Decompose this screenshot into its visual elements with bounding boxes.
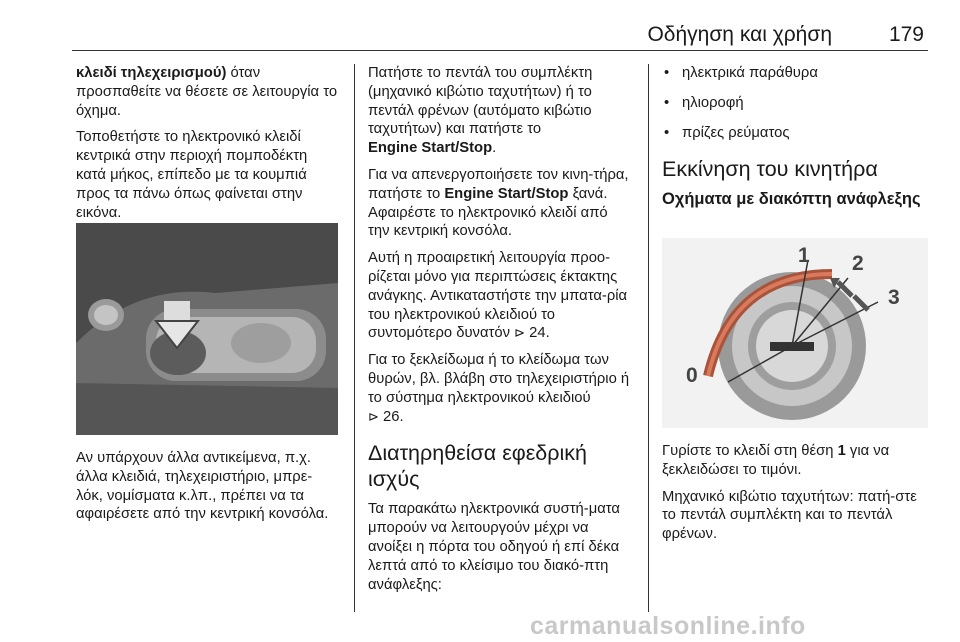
paragraph-press-pedal: Πατήστε το πεντάλ του συμπλέκτη (μηχανικό κιβώτιο ταχυτήτων) ή το πεντάλ φρένων (αυτόματο κιβώτιο ταχυτήτων) και πατήστε το Engine Start/Stop. (368, 65, 593, 157)
reference-arrow-icon: ⊳ (368, 408, 379, 424)
section-heading-engine-start: Εκκίνηση του κινητήρα (662, 157, 878, 182)
paragraph-emergency: Αυτή η προαιρετική λειτουργία προο-ρίζεται μόνο για περιπτώσεις έκτακτης ανάγκης. Αντικαταστήστε την μπατα-ρία του ηλεκτρονικού κλειδιού το συντομότερο δυνατόν ⊳ 24. (368, 250, 628, 342)
column-1 (76, 64, 338, 230)
column-3-lower (662, 442, 928, 552)
page-link-26[interactable]: 26. (383, 408, 404, 425)
list-item: • ηλιοροφή (662, 94, 928, 113)
paragraph-key-remote: κλειδί τηλεχειρισμού) όταν προσπαθείτε να θέσετε σε λειτουργία το όχημα. (76, 65, 338, 119)
page-link-24[interactable]: 24. (529, 325, 550, 342)
ignition-switch-diagram (662, 238, 928, 428)
page-header (72, 0, 928, 51)
column-1-lower (76, 449, 338, 532)
paragraph-retained-power: Τα παρακάτω ηλεκτρονικά συστή-ματα μπορούν να λειτουργούν μέχρι να ανοίξει η πόρτα του οδηγού ή επί δέκα λεπτά από το κλείσιμο του διακό-πτη ανάφλεξης: (368, 501, 620, 593)
list-item: • πρίζες ρεύματος (662, 124, 928, 143)
paragraph-place-key: Τοποθετήστε το ηλεκτρονικό κλειδί κεντρικά στην περιοχή πομποδέκτη κατά μήκος, επίπεδο με τα κουμπιά προς τα πάνω όπως φαίνεται στην εικόνα. (76, 129, 308, 221)
column-2 (368, 64, 632, 602)
page-title: Οδήγηση και χρήση (647, 23, 832, 46)
position-label-2: 2 (852, 252, 864, 275)
reference-arrow-icon: ⊳ (514, 325, 526, 341)
subheading-ignition-switch: Οχήματα με διακόπτη ανάφλεξης (662, 190, 921, 209)
position-label-0: 0 (686, 364, 698, 387)
page-number: 179 (888, 23, 924, 46)
paragraph-switch-off: Για να απενεργοποιήσετε τον κινη-τήρα, πατήστε το Engine Start/Stop ξανά. Αφαιρέστε το ηλεκτρονικό κλειδί από την κεντρική κονσόλα. (368, 166, 629, 240)
paragraph-turn-key: Γυρίστε το κλειδί στη θέση 1 για να ξεκλειδώσει το τιμόνι. (662, 443, 890, 478)
list-item: • ηλεκτρικά παράθυρα (662, 64, 928, 83)
console-image (76, 223, 338, 435)
column-divider-2 (648, 64, 649, 612)
console-photo (76, 223, 338, 435)
column-divider-1 (354, 64, 355, 612)
paragraph-manual-gearbox: Μηχανικό κιβώτιο ταχυτήτων: πατή-στε το πεντάλ συμπλέκτη και το πεντάλ φρένων. (662, 488, 917, 543)
position-label-3: 3 (888, 286, 900, 309)
paragraph-other-objects: Αν υπάρχουν άλλα αντικείμενα, π.χ. άλλα κλειδιά, τηλεχειριστήριο, μπρε-λόκ, νομίσματα κ.λπ., πρέπει να τα αφαιρέσετε από την κεντρική κονσόλα. (76, 450, 329, 523)
bullet-list (662, 64, 928, 142)
paragraph-unlock-doors: Για το ξεκλείδωμα ή το κλείδωμα των θυρών, βλ. βλάβη στο τηλεχειριστήριο ή το σύστημα ηλεκτρονικού κλειδιού ⊳ 26. (368, 352, 630, 425)
column-3 (662, 64, 928, 219)
watermark: carmanualsonline.info (530, 612, 806, 640)
position-label-1: 1 (798, 244, 810, 267)
section-heading-retained-power: Διατηρηθείσα εφεδρική ισχύς (368, 441, 587, 492)
